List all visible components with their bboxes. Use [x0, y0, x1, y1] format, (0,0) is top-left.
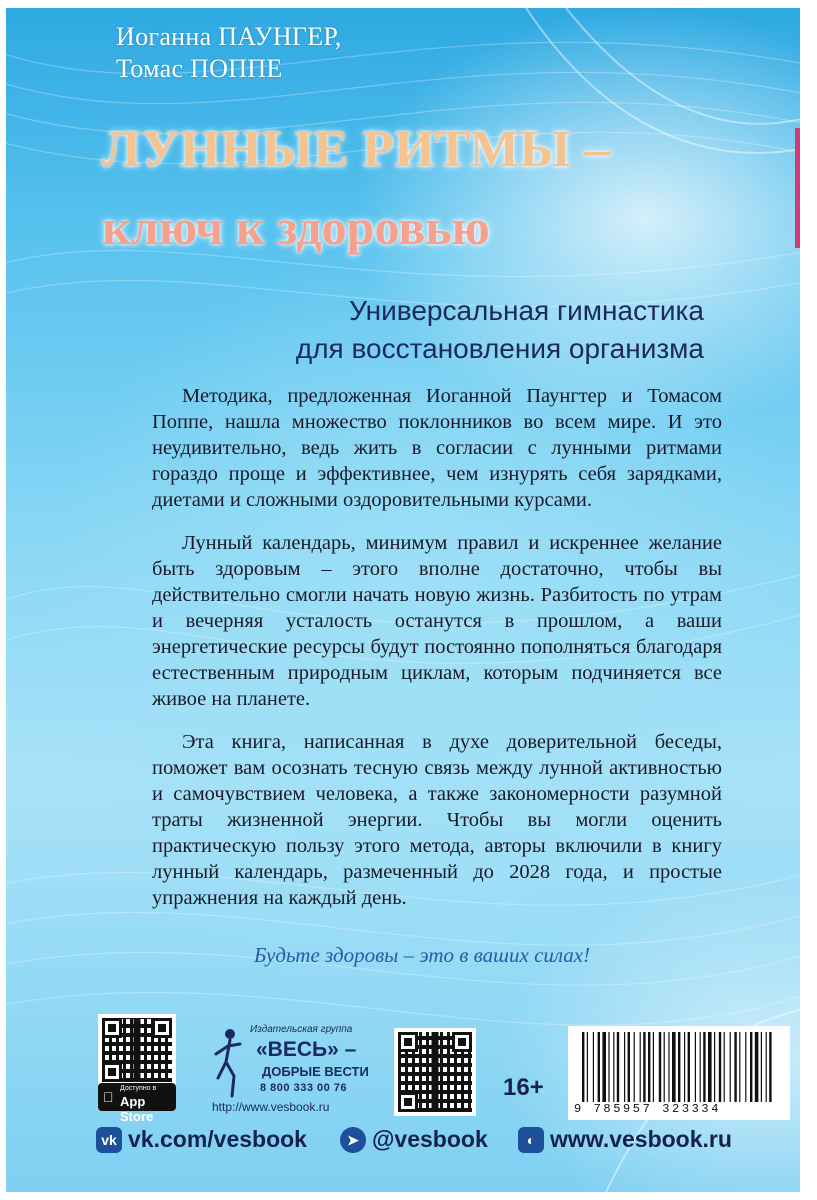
- publisher-subname: ДОБРЫЕ ВЕСТИ: [262, 1064, 369, 1079]
- subtitle-line-1: Универсальная гимнастика: [349, 295, 704, 326]
- description-text: [152, 383, 722, 928]
- vk-icon: vk: [96, 1127, 122, 1153]
- app-store-label: App Store: [120, 1094, 154, 1124]
- tagline: Будьте здоровы – это в ваших силах!: [254, 943, 591, 967]
- barcode-bar: [755, 1032, 759, 1102]
- barcode-bar: [643, 1032, 645, 1102]
- description-paragraph: Методика, предложенная Иоганной Паунгтер и Томасом Поппе, нашла множество поклонников во всем мире. И это неудивительно, ведь жить в согласии с лунными ритмами гораздо проще и эффективнее, чем изнурять себя зарядками, диетами и сложными оздоровительными курсами.: [152, 385, 722, 511]
- barcode-bar: [598, 1032, 600, 1102]
- barcode-bar: [587, 1032, 588, 1102]
- barcode-bar: [761, 1032, 762, 1102]
- barcode-bar: [582, 1032, 584, 1102]
- barcode-bar: [730, 1032, 731, 1102]
- barcode-bar: [602, 1032, 606, 1102]
- barcode-bar: [719, 1032, 721, 1102]
- barcode-bar: [724, 1032, 725, 1102]
- barcode-bars: [578, 1032, 780, 1102]
- publisher-group-label: Издательская группа: [250, 1024, 353, 1035]
- barcode-bar: [672, 1032, 676, 1102]
- app-store-small-text: Доступно в: [120, 1085, 157, 1092]
- barcode-bar: [664, 1032, 665, 1102]
- barcode-bar: [769, 1032, 771, 1102]
- barcode-bar: [688, 1032, 690, 1102]
- barcode-bar: [593, 1032, 594, 1102]
- description-paragraph: Эта книга, написанная в духе доверительной беседы, поможет вам осознать тесную связь между лунной активностью и самочувствием человека, а также закономерности разумной траты жизненной энергии. Чтобы вы могли оценить практическую пользу этого метода, авторы включили в книгу лунный календарь, размеченный до 2028 года, и простые упражнения на каждый день.: [152, 731, 722, 909]
- description-paragraph: Лунный календарь, минимум правил и искреннее желание быть здоровым – этого вполне достаточно, чтобы вы действительно смогли начать новую жизнь. Разбитость по утрам и вечерняя усталость останутся в прошлом, а ваши энергетические ресурсы будут постоянно пополняться благодаря естественным природным циклам, которым подчиняется все живое на планете.: [152, 532, 722, 710]
- apple-icon: [103, 1089, 114, 1105]
- publisher-url[interactable]: http://www.vesbook.ru: [212, 1100, 330, 1114]
- isbn-number: 9 785957 323334: [574, 1102, 722, 1116]
- barcode-bar: [739, 1032, 740, 1102]
- isbn-barcode: [568, 1026, 790, 1120]
- barcode-bar: [684, 1032, 685, 1102]
- runner-figure-icon: [210, 1026, 246, 1104]
- app-store-badge[interactable]: [98, 1083, 176, 1124]
- barcode-bar: [703, 1032, 705, 1102]
- book-title-line-2: ключ к здоровью: [102, 199, 490, 255]
- barcode-bar: [745, 1032, 746, 1102]
- barcode-bar: [613, 1032, 614, 1102]
- footer-web-link[interactable]: [518, 1126, 732, 1153]
- book-subtitle: [296, 292, 704, 368]
- barcode-bar: [668, 1032, 669, 1102]
- footer-vk-link[interactable]: [96, 1126, 307, 1153]
- telegram-icon: ➤: [340, 1127, 366, 1153]
- footer-telegram-link[interactable]: [340, 1126, 488, 1153]
- barcode-bar: [700, 1032, 701, 1102]
- book-back-cover: [6, 8, 800, 1192]
- web-link-text: www.vesbook.ru: [550, 1126, 732, 1152]
- barcode-bar: [617, 1032, 619, 1102]
- barcode-bar: [640, 1032, 641, 1102]
- barcode-bar: [714, 1032, 715, 1102]
- barcode-bar: [653, 1032, 654, 1102]
- age-rating-badge: 16+: [503, 1074, 544, 1101]
- barcode-bar: [695, 1032, 696, 1102]
- barcode-bar: [766, 1032, 767, 1102]
- publisher-phone: 8 800 333 00 76: [260, 1082, 348, 1094]
- publisher-logo: [210, 1024, 369, 1120]
- barcode-bar: [628, 1032, 630, 1102]
- barcode-bar: [659, 1032, 661, 1102]
- author-name-2: Томас ПОППЕ: [116, 54, 283, 83]
- author-name-1: Иоганна ПАУНГЕР,: [116, 22, 342, 51]
- telegram-link-text: @vesbook: [372, 1126, 488, 1152]
- globe-icon: ◐: [518, 1127, 544, 1153]
- cover-edge-stripe: [795, 128, 800, 248]
- barcode-bar: [750, 1032, 752, 1102]
- qr-code-site[interactable]: [394, 1028, 476, 1116]
- barcode-bar: [648, 1032, 650, 1102]
- barcode-bar: [634, 1032, 635, 1102]
- qr-code-app[interactable]: [98, 1014, 176, 1086]
- barcode-bar: [608, 1032, 609, 1102]
- barcode-bar: [734, 1032, 736, 1102]
- book-title-line-1: ЛУННЫЕ РИТМЫ –: [102, 121, 611, 178]
- vk-link-text: vk.com/vesbook: [128, 1126, 307, 1152]
- barcode-bar: [624, 1032, 625, 1102]
- publisher-name: «ВЕСЬ» –: [256, 1038, 357, 1061]
- barcode-bar: [678, 1032, 680, 1102]
- subtitle-line-2: для восстановления организма: [295, 333, 704, 364]
- barcode-bar: [708, 1032, 712, 1102]
